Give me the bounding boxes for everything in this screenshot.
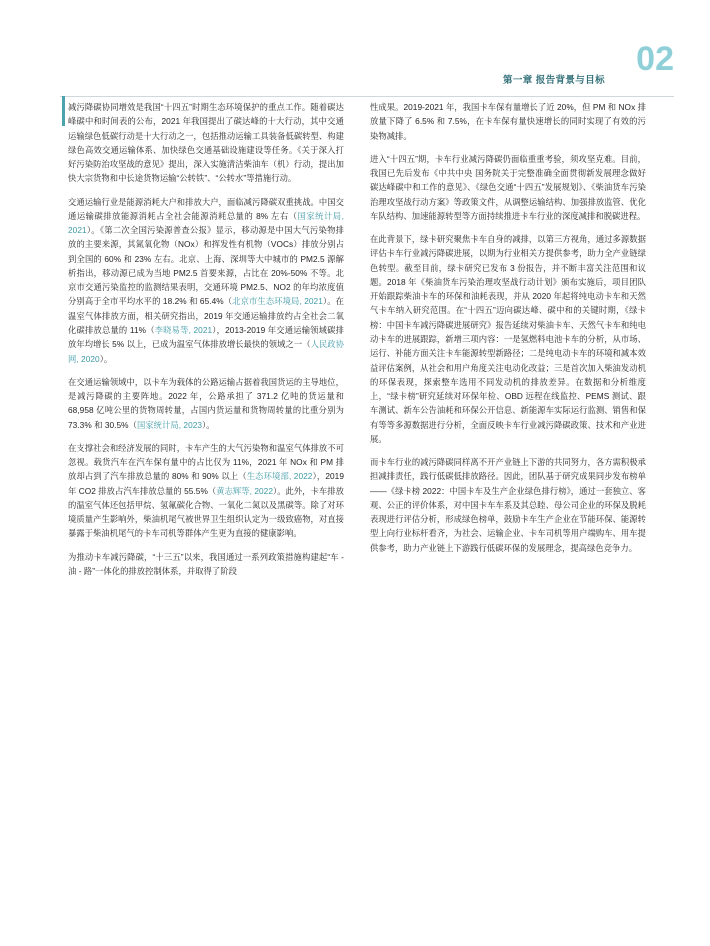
body-text: 2.5 (313, 253, 325, 264)
header-divider (60, 96, 674, 97)
body-paragraph (68, 550, 344, 579)
body-paragraph (68, 100, 344, 186)
body-text: ）。 (202, 419, 215, 430)
citation-reference[interactable]: 黄志辉等, 2022 (216, 485, 273, 496)
left-column (68, 100, 344, 578)
body-text: 排放量下降了 6.5% 和 7.5%，在卡车保有量快速增长的同时实现了有效的污染物减排。 (370, 102, 646, 141)
page-number: 02 (636, 40, 674, 78)
body-text: 性成果。2019-2021 年，我国卡车保有量增长了近 20%，但 PM 和 NO (370, 102, 632, 112)
body-text: 和 PM 排放却占到了汽车排放总量的 80% 和 90% 以上（ (68, 457, 344, 482)
right-column (370, 100, 646, 578)
body-text: 交通运输行业是能源消耗大户和排放大户，面临减污降碳双重挑战。中国交通运输碳排放能源消耗占全社会能源消耗总量的 8% 左右（ (68, 196, 344, 221)
body-text: x (190, 239, 195, 250)
body-text: 在支撑社会和经济发展的同时，卡车产生的大气污染物和温室气体排放不可忽视。载货汽车在汽车保有量中的占比仅为 11%，2021 年 NO (68, 442, 344, 468)
body-text: 、NO (264, 282, 286, 293)
body-text: 进入“十四五”期，卡车行业减污降碳仍面临重重考验，须攻坚克难。目前，我国已先后发布《中共中央 国务院关于完整准确全面贯彻新发展理念做好碳达峰碳中和工作的意见》、《绿色交通“十四五”发展规划》、《柴油货车污染治理攻坚战行动方案》等政策文件，从调整运输结构、加强排放监管、优化车队结构、加速能源转型等方面持续推进卡车行业的深度减排和脱碳进程。 (370, 153, 646, 221)
citation-reference[interactable]: 生态环境部, 2022 (246, 471, 313, 482)
citation-reference[interactable]: 人民政协网, 2020 (68, 339, 345, 364)
body-text: ）。在温室气体排放方面，相关研究指出，2019 年交通运输排放约占全社会二氧化碳排放总量的 11%（ (68, 296, 344, 335)
citation-reference[interactable]: 李晓易等, 2021 (154, 324, 213, 335)
body-paragraph (370, 232, 646, 446)
body-text: x (631, 102, 636, 112)
body-text: 而卡车行业的减污降碳同样离不开产业链上下游的共同努力，各方需积极承担减排责任，践行低碳低排放路径。因此，团队基于研究成果同步发布榜单——《绿卡榜 2022：中国卡车及生产企业绿色排行榜》，通过一套独立、客观、公正的评价体系，对中国卡车车系及其总睦、母公司企业的环保及脱耗表现进行评估分析，形成绿色榜单，鼓励卡车生产企业在节能环保、能源转型上向行业标杆看齐，为社会、运输企业、卡车司机等用户端购车、用车提供参考，助力产业链上下游践行低碳环保的发展理念，提高绿色竞争力。 (370, 457, 646, 553)
accent-bar (62, 96, 65, 126)
body-text: 首要来源，占比在 20%-50% 不等。北京市交通污染监控的监测结果表明，交通环境 PM (68, 267, 344, 293)
body-text: x (302, 457, 307, 468)
body-text: ）。此外，卡车排放的温室气体还包括甲烷、氢氟碳化合物、一氧化二氮以及黑碳等。除了对环境质量产生影响外，柴油机尾气被世界卫生组织认定为一级致癌物，对直接暴露于柴油机尾气的卡车司机等群体产生更为直接的健康影响。 (68, 485, 344, 539)
body-paragraph (370, 100, 646, 143)
body-text: 2 (285, 282, 291, 293)
citation-reference[interactable]: 国家统计局, 2023 (136, 419, 203, 430)
body-text: 2.5 (185, 267, 198, 278)
body-text: ）和挥发性有机物（VOCs）排放分别占到全国的 60% 和 23% 左右。北京、上海、深圳等大中城市的 PM (68, 239, 344, 264)
body-text: 在此背景下，绿卡研究聚焦卡车自身的减排，以第三方视角，通过多源数据评估卡车行业减污降碳进展，以期为行业相关方提供参考，助力全产业链绿色转型。截至目前，绿卡研究已发布 3 份报告，并不断丰富关注范围和议题。2018 年《柴油货车污染治理攻坚战行动计划》颁布实施后，项目团队开始跟踪柴油卡车的环保和油耗表现，并从 2020 年起将纯电动卡车和天然气卡车纳入研究范围。在“十四五”迈向碳达峰、碳中和的关键时期，《绿卡榜：中国卡车减污降碳进展研究》报告延续对柴油卡车、天然气卡车和纯电动卡车的进展跟踪，新增三项内容：一是氢燃料电池卡车的分析，从市场、运行、补能方面关注卡车能源转型新路径；二是纯电动卡车的环境和减本效益评估案例，从社会和用户角度关注电动化改益；三是首次加入柴油发动机的环保表现，探索整车选用不同发动机的排放差异。在数据和分析维度上，“绿卡榜”研究延续对环保年检、OBD 远程在线监控、PEMS 测试、跟车测试、新车公告油耗和环保公开信息、新能源车实际运行监测、销售和保有等等多源数据进行分析，全面反映卡车行业减污降碳政策、技术和产业进展。 (370, 234, 646, 444)
body-text: 在交通运输领域中，以卡车为载体的公路运输占据着我国货运的主导地位，是减污降碳的主要阵地。2022 年，公路承担了 371.2 亿吨的货运量和 68,958 亿吨公里的货物周转量，占国内货运量和货物周转量的比重分别为 73.3% 和 30.5%（ (68, 376, 344, 430)
chapter-label: 第一章 报告背景与目标 (502, 75, 605, 86)
body-text: ），2019 年 CO (68, 471, 345, 496)
body-text: 2 (91, 485, 96, 496)
body-text: 2.5 (253, 282, 265, 293)
body-text: 为推动卡车减污降碳，“十三五”以来，我国通过一系列政策措施构建起“车 - 油 - 路”一体化的排放控制体系，并取得了阶段 (68, 551, 344, 576)
body-paragraph (370, 152, 646, 223)
body-paragraph (68, 195, 344, 366)
body-paragraph (370, 455, 646, 555)
body-text: ）。《第二次全国污染源普查公报》显示，移动源是中国大气污染物排放的主要来源，其氮氧化物（NO (68, 225, 344, 250)
page-header (0, 30, 710, 90)
body-paragraph (68, 441, 344, 541)
body-paragraph (68, 375, 344, 432)
body-text: 排放占汽车排放总量的 55.5%（ (95, 485, 217, 496)
body-text: ），2013-2019 年交通运输领域碳排放年均增长 5% 以上，已成为温室气体排放增长最快的领域之一（ (68, 324, 344, 350)
citation-reference[interactable]: 北京市生态环境局, 2021 (232, 296, 323, 307)
two-column-body (68, 100, 646, 578)
body-text: 减污降碳协同增效是我国“十四五”时期生态环境保护的重点工作。随着碳达峰碳中和时间表的公布，2021 年我国提出了碳达峰的十大行动，其中交通运输绿色低碳行动是十大行动之一，包括推动运输工具装备低碳转型、构建绿色高效交通运输体系、加快绿色交通基础设施建设等任务。《关于深入打好污染防治攻坚战的意见》提出，深入实施清洁柴油车（机）行动，提出加快大宗货物和中长途货物运输“公转铁”、“公转水”等措施行动。 (68, 102, 344, 184)
body-text: 源解析指出，移动源已成为当地 PM (68, 253, 344, 278)
body-text: 的年均浓度值分别高于全市平均水平的 18.2% 和 65.4%（ (68, 282, 344, 307)
citation-reference[interactable]: 国家统计局, 2021 (68, 210, 344, 236)
body-text: ）。 (99, 353, 113, 364)
